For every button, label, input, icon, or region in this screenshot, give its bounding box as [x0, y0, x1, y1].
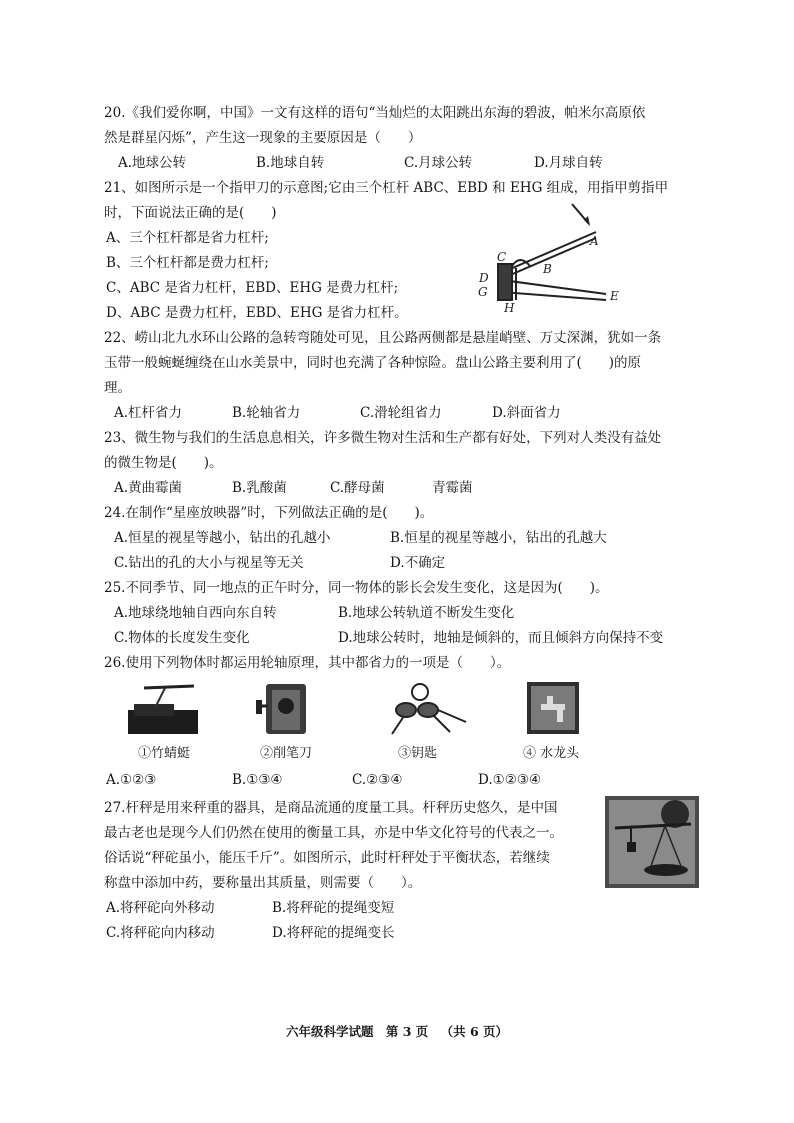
q26-option-d: D.①②③④	[478, 772, 542, 788]
q26-caption-3: ③钥匙	[398, 746, 438, 761]
label-b: B	[543, 262, 552, 276]
footer-page: 第 3 页	[385, 1024, 429, 1039]
footer-title: 六年级科学试题	[285, 1024, 374, 1039]
label-c: C	[497, 250, 507, 264]
q26-option-c: C.②③④	[352, 772, 403, 788]
q23-stem-line2: 的微生物是( )。	[104, 455, 223, 471]
steelyard-image	[605, 796, 699, 888]
q21-option-b: B、三个杠杆都是费力杠杆;	[106, 255, 269, 271]
keys-image	[384, 680, 470, 738]
nail-clipper-figure	[472, 196, 632, 314]
q27-stem-line2: 最古老也是现今人们仍然在使用的衡量工具，亦是中华文化符号的代表之一。	[104, 825, 563, 841]
page-footer	[0, 1022, 794, 1040]
q25-option-a: A.地球绕地轴自西向东自转	[114, 605, 277, 621]
q26-option-a: A.①②③	[106, 772, 157, 788]
footer-total: （共 6 页）	[440, 1024, 509, 1039]
q24-option-a: A.恒星的视星等越小，钻出的孔越小	[114, 530, 331, 546]
q26-stem-line1: 26.使用下列物体时都运用轮轴原理，其中都省力的一项是（ ）。	[104, 655, 511, 671]
q27-option-c: C.将秤砣向内移动	[106, 925, 215, 941]
q22-option-c: C.滑轮组省力	[360, 405, 442, 421]
q25-stem-line1: 25.不同季节、同一地点的正午时分，同一物体的影长会发生变化，这是因为( )。	[104, 580, 609, 596]
q20-option-b: B.地球自转	[256, 155, 325, 171]
q23-option-d: 青霉菌	[432, 480, 473, 496]
bamboo-dragonfly-image	[128, 682, 202, 734]
q26-caption-1: ①竹蜻蜓	[138, 746, 191, 761]
q25-option-c: C.物体的长度发生变化	[114, 630, 250, 646]
q23-option-a: A.黄曲霉菌	[114, 480, 183, 496]
q20-option-d: D.月球自转	[534, 155, 603, 171]
q27-stem-line3: 俗话说“秤砣虽小，能压千斤”。如图所示，此时杆秤处于平衡状态，若继续	[104, 850, 550, 866]
q23-option-b: B.乳酸菌	[232, 480, 287, 496]
q20-option-a: A.地球公转	[118, 155, 187, 171]
q21-option-d: D、ABC 是费力杠杆，EBD、EHG 是省力杠杆。	[106, 305, 408, 321]
q20-option-c: C.月球公转	[404, 155, 473, 171]
q21-option-a: A、三个杠杆都是省力杠杆;	[106, 230, 269, 246]
label-g: G	[478, 285, 488, 299]
label-d: D	[479, 271, 489, 285]
q21-option-c: C、ABC 是省力杠杆，EBD、EHG 是费力杠杆;	[106, 280, 399, 296]
q23-option-c: C.酵母菌	[330, 480, 385, 496]
q22-option-d: D.斜面省力	[492, 405, 561, 421]
q27-stem-line1: 27.杆秤是用来秤重的器具，是商品流通的度量工具。杆秤历史悠久，是中国	[104, 800, 558, 816]
q27-option-a: A.将秤砣向外移动	[106, 900, 215, 916]
q24-stem-line1: 24.在制作“星座放映器”时，下列做法正确的是( )。	[104, 505, 434, 521]
label-e: E	[610, 289, 619, 303]
q22-stem-line1: 22、崂山北九水环山公路的急转弯随处可见，且公路两侧都是悬崖峭壁、万丈深渊，犹如一条	[104, 330, 662, 346]
q21-stem-line1: 21、如图所示是一个指甲刀的示意图;它由三个杠杆 ABC、EBD 和 EHG 组成，用指甲剪指甲	[104, 180, 669, 196]
q22-option-b: B.轮轴省力	[232, 405, 301, 421]
label-h: H	[504, 301, 515, 314]
faucet-image	[527, 682, 579, 734]
q26-caption-2: ②削笔刀	[260, 746, 313, 761]
q22-option-a: A.杠杆省力	[114, 405, 183, 421]
q25-option-d: D.地球公转时，地轴是倾斜的，而且倾斜方向保持不变	[338, 630, 664, 646]
q26-caption-4: ④ 水龙头	[523, 746, 580, 761]
label-a: A	[590, 234, 599, 248]
q24-option-c: C.钻出的孔的大小与视星等无关	[114, 555, 304, 571]
q22-stem-line2: 玉带一般蜿蜒缠绕在山水美景中，同时也充满了各种惊险。盘山公路主要利用了( )的原	[104, 355, 642, 371]
q25-option-b: B.地球公转轨道不断发生变化	[338, 605, 515, 621]
q26-option-b: B.①③④	[232, 772, 283, 788]
q27-stem-line4: 称盘中添加中药，要称量出其质量，则需要（ ）。	[104, 875, 422, 891]
q23-stem-line1: 23、微生物与我们的生活息息相关，许多微生物对生活和生产都有好处，下列对人类没有益处	[104, 430, 662, 446]
q20-stem-line1: 20.《我们爱你啊，中国》一文有这样的语句“当灿烂的太阳跳出东海的碧波，帕米尔高原依	[104, 105, 646, 121]
q24-option-b: B.恒星的视星等越小，钻出的孔越大	[390, 530, 607, 546]
q27-option-d: D.将秤砣的提绳变长	[272, 925, 395, 941]
q20-stem-line2: 然是群星闪烁”，产生这一现象的主要原因是（ ）	[104, 130, 422, 146]
q22-stem-line3: 理。	[104, 380, 131, 396]
q21-stem-line2: 时，下面说法正确的是( )	[104, 205, 277, 221]
q24-option-d: D.不确定	[390, 555, 446, 571]
q27-option-b: B.将秤砣的提绳变短	[272, 900, 395, 916]
pencil-sharpener-image	[256, 676, 314, 738]
